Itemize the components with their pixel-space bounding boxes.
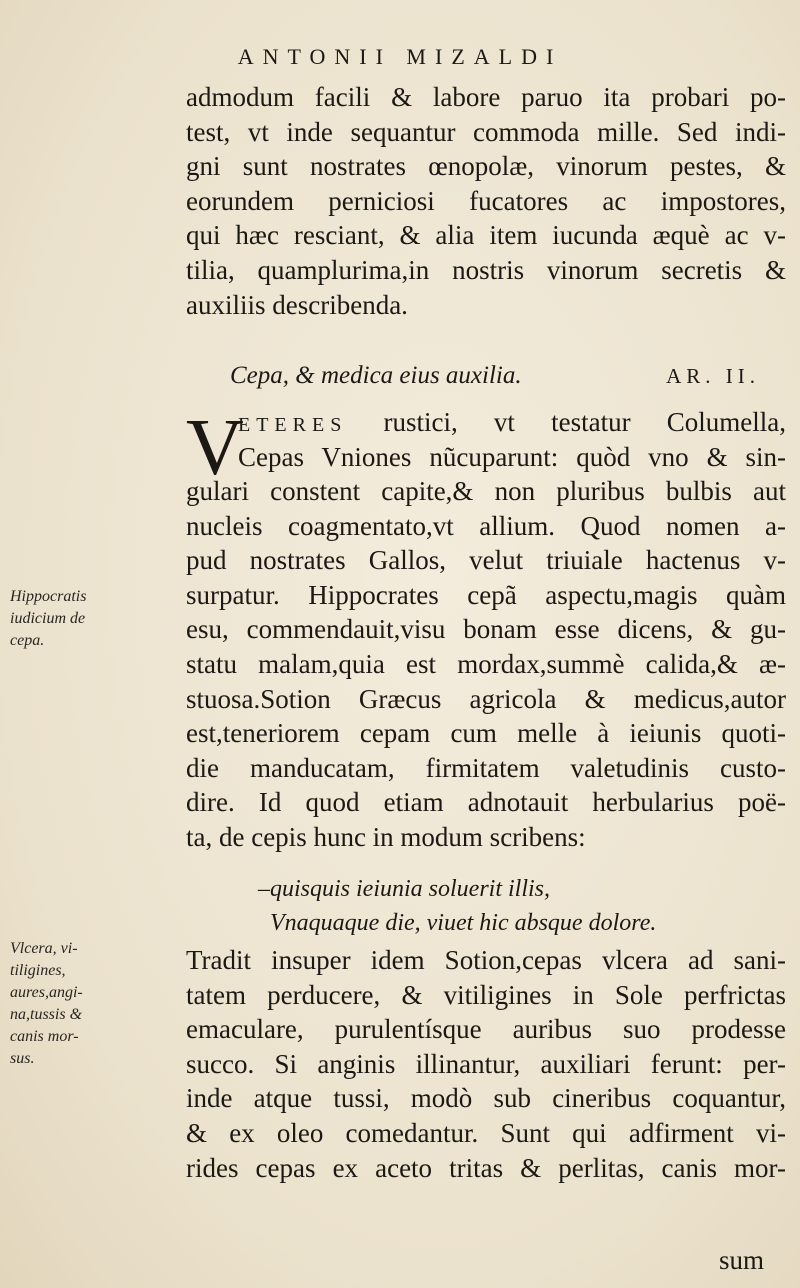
marginal-line: tiligines, — [10, 962, 66, 979]
text-line: test, vt inde sequantur commoda mille. Sed indi- — [186, 116, 786, 147]
verse-line: –quisquis ieiunia soluerit illis, — [258, 876, 551, 902]
marginal-line: Hippocratis — [10, 588, 87, 605]
text-line: rides cepas ex aceto tritas & perlitas, canis mor- — [186, 1152, 786, 1183]
paragraph-1 — [186, 80, 786, 322]
text-line: inde atque tussi, modò sub cineribus coquantur, — [186, 1083, 786, 1114]
text-line: ta, de cepis hunc in modum scribens: — [186, 821, 586, 852]
drop-cap: V — [186, 404, 244, 492]
text-line: surpatur. Hippocrates cepã aspectu,magis quàm — [186, 579, 786, 610]
marginal-line: aures,angi- — [10, 984, 83, 1001]
text-line: nucleis coagmentato,vt allium. Quod nomen a- — [186, 510, 786, 541]
marginal-note-hippocrates — [10, 586, 86, 652]
section-title: Cepa, & medica eius auxilia. — [230, 362, 522, 389]
paragraph-2 — [186, 474, 786, 855]
marginal-line: cepa. — [10, 632, 45, 649]
text-line: Tradit insuper idem Sotion,cepas vlcera ad sani- — [186, 945, 786, 975]
text-line: dire. Id quod etiam adnotauit herbularius poë- — [186, 787, 786, 818]
catchword: sum — [718, 1245, 764, 1275]
text-line: gni sunt nostrates œnopolæ, vinorum pestes, & — [186, 151, 786, 182]
marginal-line: canis mor- — [10, 1028, 79, 1045]
first-line — [238, 405, 786, 443]
text-line: & ex oleo comedantur. Sunt qui adfirment vi- — [186, 1117, 786, 1148]
text-line: admodum facili & labore paruo ita probari po- — [186, 82, 786, 112]
running-head: ANTONII MIZALDI — [237, 44, 563, 69]
marginal-line: sus. — [10, 1050, 35, 1067]
text-line: esu, commendauit,visu bonam esse dicens, & gu- — [186, 614, 786, 645]
section-number: AR. II. — [666, 364, 760, 388]
text-line: stuosa.Sotion Græcus agricola & medicus,autor — [186, 683, 786, 714]
text-line: tatem perducere, & vitiligines in Sole perfrictas — [186, 979, 786, 1010]
text-line: succo. Si anginis illinantur, auxiliari ferunt: per- — [186, 1048, 786, 1079]
section-heading — [230, 362, 770, 390]
marginal-line: iudicium de — [10, 610, 86, 627]
text-line: Cepas Vniones nũcuparunt: quòd vno & sin- — [238, 442, 786, 472]
paragraph-3 — [186, 943, 786, 1185]
marginal-line: na,tussis & — [10, 1006, 83, 1023]
text-line: emaculare, purulentísque auribus suo prodesse — [186, 1014, 786, 1045]
text-line: gulari constent capite,& non pluribus bulbis aut — [186, 476, 786, 506]
text-line: eorundem perniciosi fucatores ac impostores, — [186, 185, 786, 216]
text-line: qui hæc resciant, & alia item iucunda æquè ac v- — [186, 220, 786, 251]
text-line: pud nostrates Gallos, velut triuiale hactenus v- — [186, 545, 786, 576]
marginal-line: Vlcera, vi- — [10, 940, 78, 957]
marginal-note-ailments — [10, 938, 83, 1070]
indented-line — [238, 440, 786, 475]
text-line: est,teneriorem cepam cum melle à ieiunis quoti- — [186, 718, 786, 749]
verse-line: Vnaquaque die, viuet hic absque dolore. — [270, 910, 657, 936]
text-line: tilia, quamplurima,in nostris vinorum secretis & — [186, 254, 786, 285]
text-line: statu malam,quia est mordax,summè calida,& æ- — [186, 648, 786, 679]
first-line-text: rustici, vt testatur Columella, — [347, 407, 786, 437]
small-caps-word: ETERES — [238, 414, 348, 436]
text-line: die manducatam, firmitatem valetudinis custo- — [186, 752, 786, 783]
text-line: auxiliis describenda. — [186, 289, 408, 320]
